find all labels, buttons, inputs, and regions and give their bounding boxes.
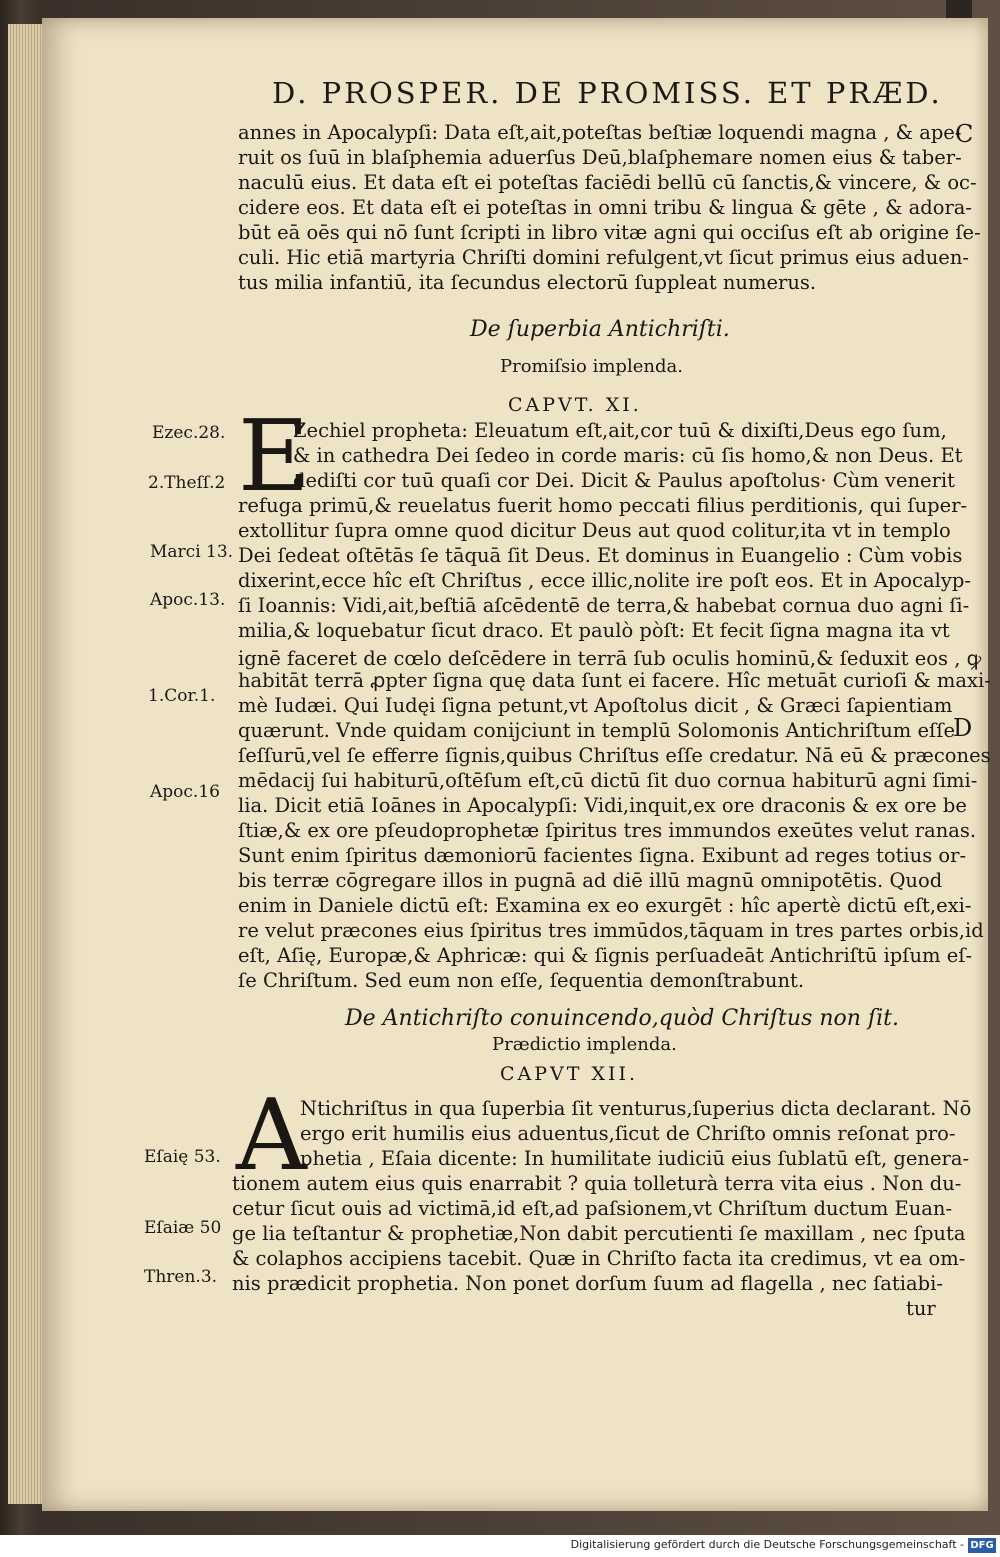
text-line: mè Iudæi. Qui Iudęi ſigna petunt,vt Apoſtolus dicit , & Græci ſapientiam: [238, 694, 953, 717]
section-title: De Antichriſto conuincendo,quòd Chriſtus non ſit.: [345, 1006, 899, 1031]
text-line: refuga primū,& reuelatus fuerit homo peccati filius perditionis, qui ſuper-: [238, 494, 968, 517]
binding-mark: [946, 0, 972, 20]
text-line: milia,& loquebatur ſicut draco. Et paulò pòſt: Et fecit ſigna magna ita vt: [238, 619, 950, 642]
text-line: habitāt terrā ꝓpter ſigna quę data ſunt ei facere. Hîc metuāt curioſi & maxi-: [238, 669, 991, 692]
text-line: ſe Chriſtum. Sed eum non eſſe, ſequentia demonſtrabunt.: [238, 969, 805, 992]
text-line: enim in Daniele dictū eſt: Examina ex eo exurgēt : hîc apertè dictū eſt,exi-: [238, 894, 972, 917]
text-line: dixerint,ecce hîc eſt Chriſtus , ecce illic,nolite ire poſt eos. Et in Apocalyp-: [238, 569, 971, 592]
signature-mark-d: D: [953, 714, 973, 742]
text-line: annes in Apocalypſi: Data eſt,ait,poteſtas beſtiæ loquendi magna , & ape-: [238, 121, 962, 144]
margin-note: Eſaię 53.: [144, 1147, 221, 1167]
catchword: tur: [906, 1297, 936, 1320]
section-title: De ſuperbia Antichriſti.: [470, 317, 730, 342]
text-line: re velut præcones eius ſpiritus tres immūdos,tāquam in tres partes orbis,id: [238, 919, 984, 942]
text-line: culi. Hic etiā martyria Chriſti domini refulgent,vt ſicut primus eius aduen-: [238, 246, 969, 269]
margin-note: 2.Theſſ.2: [148, 473, 226, 493]
running-head: D. PROSPER. DE PROMISS. ET PRÆD.: [272, 76, 943, 110]
section-subtitle: Promiſsio implenda.: [500, 356, 683, 377]
text-line: & in cathedra Dei ſedeo in corde maris: cū ſis homo,& non Deus. Et: [293, 444, 963, 467]
text-line: būt eā oēs qui nō ſunt ſcripti in libro vitæ agni qui occiſus eſt ab origine ſe-: [238, 221, 981, 244]
text-line: quærunt. Vnde quidam conijciunt in templū Solomonis Antichriſtum eſſe: [238, 719, 956, 742]
text-line: ſi Ioannis: Vidi,ait,beſtiā aſcēdentē de terra,& habebat cornua duo agni ſi-: [238, 594, 970, 617]
text-line: tionem autem eius quis enarrabit ? quia tolleturà terra vita eius . Non du-: [232, 1172, 962, 1195]
text-line: ruit os ſuū in blaſphemia aduerſus Deū,blaſphemare nomen eius & taber-: [238, 146, 962, 169]
text-line: cetur ſicut ouis ad victimā,id eſt,ad paſsionem,vt Chriſtum ductum Euan-: [232, 1197, 953, 1220]
text-line: & colaphos accipiens tacebit. Quæ in Chriſto facta ita credimus, vt ea om-: [232, 1247, 966, 1270]
text-line: dediſti cor tuū quaſi cor Dei. Dicit & Paulus apoſtolus· Cùm venerit: [293, 469, 955, 492]
text-line: phetia , Eſaia dicente: In humilitate iudiciū eius ſublatū eſt, genera-: [300, 1147, 970, 1170]
page-edges: [8, 24, 42, 1504]
text-line: ſeſſurū,vel ſe efferre ſignis,quibus Chriſtus eſſe credatur. Nā eū & præcones: [238, 744, 991, 767]
margin-note: Apoc.13.: [150, 590, 226, 610]
drop-capital: A: [236, 1079, 307, 1193]
margin-note: Apoc.16: [150, 782, 220, 802]
section-subtitle: Prædictio implenda.: [492, 1034, 677, 1055]
text-line: mēdacij ſui habiturū,oſtēſum eſt,cū dictū ſit duo cornua habiturū agni ſimi-: [238, 769, 978, 792]
text-line: Ntichriſtus in qua ſuperbia ſit venturus,ſuperius dicta declarant. Nō: [300, 1097, 972, 1120]
text-line: ſtiæ,& ex ore pſeudoprophetæ ſpiritus tres immundos exeūtes velut ranas.: [238, 819, 977, 842]
signature-mark-c: C: [955, 120, 974, 148]
text-line: ge lia teſtantur & prophetiæ,Non dabit percutienti ſe maxillam , nec ſputa: [232, 1222, 966, 1245]
margin-note: Marci 13.: [150, 542, 234, 562]
text-line: ergo erit humilis eius aduentus,ſicut de Chriſto omnis reſonat pro-: [300, 1122, 956, 1145]
chapter-heading: CAPVT XII.: [500, 1063, 639, 1085]
text-line: nis prædicit prophetia. Non ponet dorſum ſuum ad flagella , nec ſatiabi-: [232, 1272, 943, 1295]
margin-note: Thren.3.: [144, 1267, 218, 1287]
text-line: eſt, Aſię, Europæ,& Aphricæ: qui & ſignis perſuadeāt Antichriſtū ipſum eſ-: [238, 944, 973, 967]
margin-note: Eſaiæ 50: [144, 1218, 222, 1238]
chapter-heading: CAPVT. XI.: [508, 394, 642, 416]
dfg-logo-icon: DFG: [968, 1538, 996, 1553]
text-line: naculū eius. Et data eſt ei poteſtas faciēdi bellū cū ſanctis,& vincere, & oc-: [238, 171, 977, 194]
text-line: cidere eos. Et data eſt ei poteſtas in omni tribu & lingua & gēte , & adora-: [238, 196, 973, 219]
digitization-footer: [0, 1535, 1000, 1557]
text-line: ignē faceret de cœlo deſcēdere in terrā ſub oculis hominū,& ſeduxit eos , ꝙ: [238, 647, 982, 670]
drop-capital: E: [238, 400, 310, 514]
text-line: Sunt enim ſpiritus dæmoniorū facientes ſigna. Exibunt ad reges totius or-: [238, 844, 967, 867]
text-line: bis terræ cōgregare illos in pugnā ad diē illū magnū omnipotētis. Quod: [238, 869, 943, 892]
footer-credit: Digitalisierung gefördert durch die Deutsche Forschungsgemeinschaft -: [570, 1538, 964, 1551]
margin-note: Ezec.28.: [152, 423, 226, 443]
text-line: Zechiel propheta: Eleuatum eſt,ait,cor tuū & dixiſti,Deus ego ſum,: [293, 419, 947, 442]
text-line: Dei ſedeat oſtētās ſe tāquā ſit Deus. Et dominus in Euangelio : Cùm vobis: [238, 544, 963, 567]
text-line: lia. Dicit etiā Ioānes in Apocalypſi: Vidi,inquit,ex ore draconis & ex ore be: [238, 794, 967, 817]
text-line: tus milia infantiū, ita ſecundus electorū ſuppleat numerus.: [238, 271, 817, 294]
margin-note: 1.Cor.1.: [148, 686, 216, 706]
text-line: extollitur ſupra omne quod dicitur Deus aut quod colitur,ita vt in templo: [238, 519, 951, 542]
